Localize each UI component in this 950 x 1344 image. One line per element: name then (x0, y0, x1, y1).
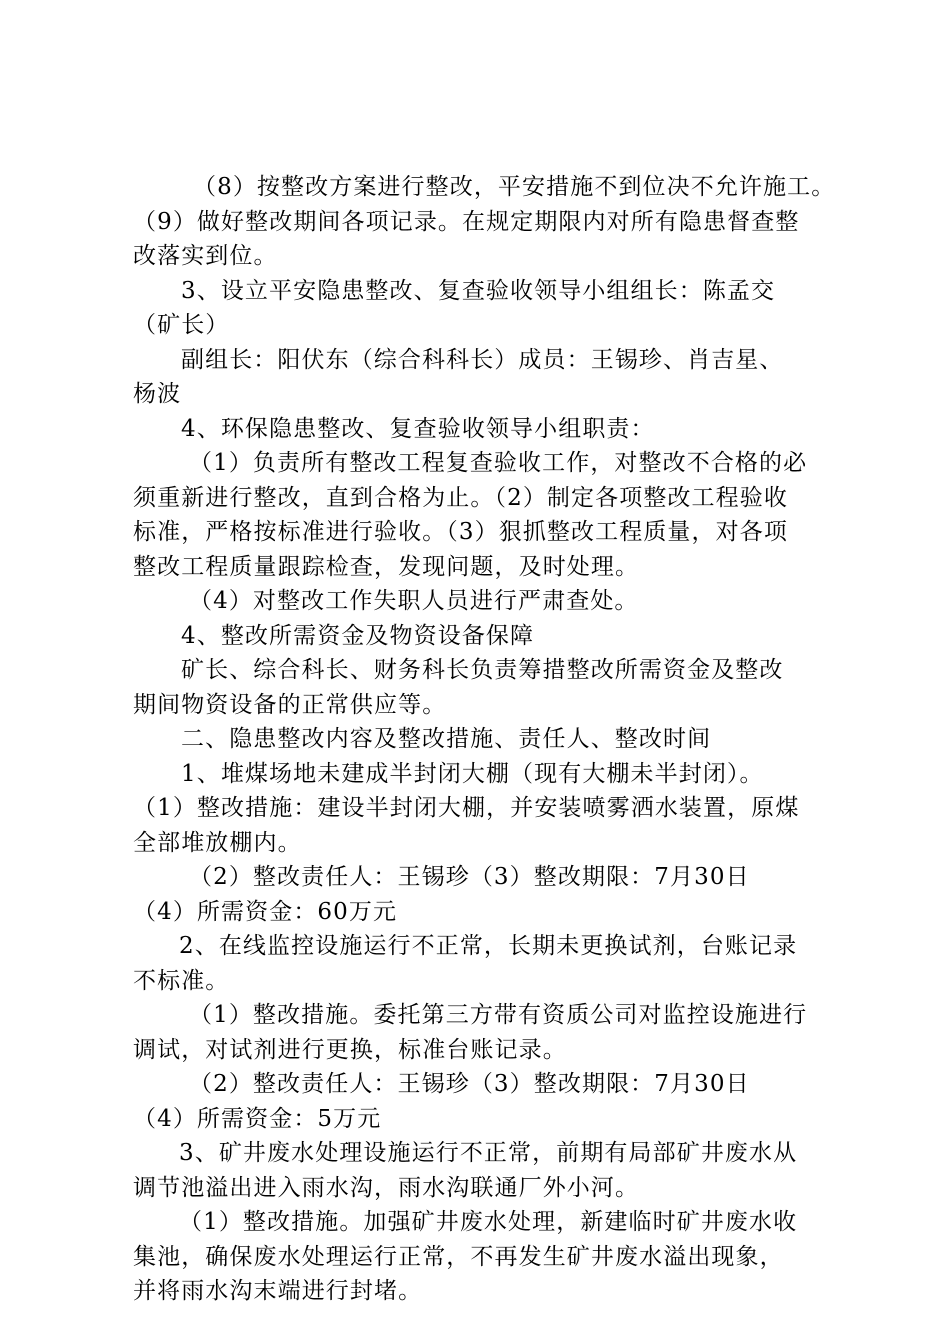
paragraph-line: 3、矿井废水处理设施运行不正常，前期有局部矿井废水从 (179, 1140, 798, 1166)
paragraph-line: （矿长） (133, 312, 230, 338)
paragraph-line: 改落实到位。 (133, 243, 278, 269)
paragraph-line: 全部堆放棚内。 (133, 829, 302, 856)
paragraph-line: （8）按整改方案进行整改，平安措施不到位决不允许施工。 (193, 174, 836, 200)
paragraph-line: 4、整改所需资金及物资设备保障 (181, 622, 535, 649)
paragraph-line: 2、在线监控设施运行不正常，长期未更换试剂，台账记录 (179, 933, 798, 959)
paragraph-line: （9）做好整改期间各项记录。在规定期限内对所有隐患督查整 (133, 208, 800, 235)
paragraph-line: 调节池溢出进入雨水沟，雨水沟联通厂外小河。 (133, 1174, 640, 1201)
paragraph-line: （2）整改责任人：王锡珍（3）整改期限：7月30日 (189, 1071, 750, 1097)
document-body (133, 170, 853, 1309)
paragraph-line: 整改工程质量跟踪检查，发现问题，及时处理。 (133, 553, 640, 580)
paragraph-line: （1）负责所有整改工程复查验收工作，对整改不合格的必 (189, 450, 808, 476)
paragraph-line: 4、环保隐患整改、复查验收领导小组职责： (181, 415, 655, 442)
paragraph-line: 3、设立平安隐患整改、复查验收领导小组组长：陈孟交 (181, 277, 776, 304)
paragraph-line: （1）整改措施。加强矿井废水处理，新建临时矿井废水收 (179, 1209, 798, 1235)
paragraph-line: 集池，确保废水处理运行正常，不再发生矿井废水溢出现象， (133, 1243, 784, 1270)
paragraph-line: （4）所需资金：60万元 (133, 898, 398, 925)
paragraph-line: 标准，严格按标准进行验收。（3）狠抓整改工程质量，对各项 (133, 519, 788, 545)
paragraph-line: 并将雨水沟末端进行封堵。 (133, 1278, 423, 1304)
paragraph-line: 须重新进行整改，直到合格为止。（2）制定各项整改工程验收 (133, 484, 788, 511)
paragraph-line: （1）整改措施。委托第三方带有资质公司对监控设施进行 (189, 1002, 808, 1028)
paragraph-line: 杨波 (133, 381, 182, 407)
paragraph-line: （4）对整改工作失职人员进行严肃查处。 (189, 588, 639, 614)
section-heading: 二、隐患整改内容及整改措施、责任人、整改时间 (181, 726, 712, 752)
paragraph-line: 矿长、综合科长、财务科长负责筹措整改所需资金及整改 (181, 657, 784, 683)
paragraph-line: 不标准。 (133, 967, 230, 994)
paragraph-line: （4）所需资金：5万元 (133, 1105, 382, 1132)
paragraph-line: （2）整改责任人：王锡珍（3）整改期限：7月30日 (189, 864, 750, 890)
paragraph-line: 副组长：阳伏东（综合科科长）成员：王锡珍、肖吉星、 (181, 346, 784, 373)
paragraph-line: 调试，对试剂进行更换，标准台账记录。 (133, 1036, 567, 1063)
paragraph-line: （1）整改措施：建设半封闭大棚，并安装喷雾洒水装置，原煤 (133, 795, 800, 821)
paragraph-line: 1、堆煤场地未建成半封闭大棚（现有大棚未半封闭）。 (181, 760, 764, 787)
paragraph-line: 期间物资设备的正常供应等。 (133, 691, 447, 718)
